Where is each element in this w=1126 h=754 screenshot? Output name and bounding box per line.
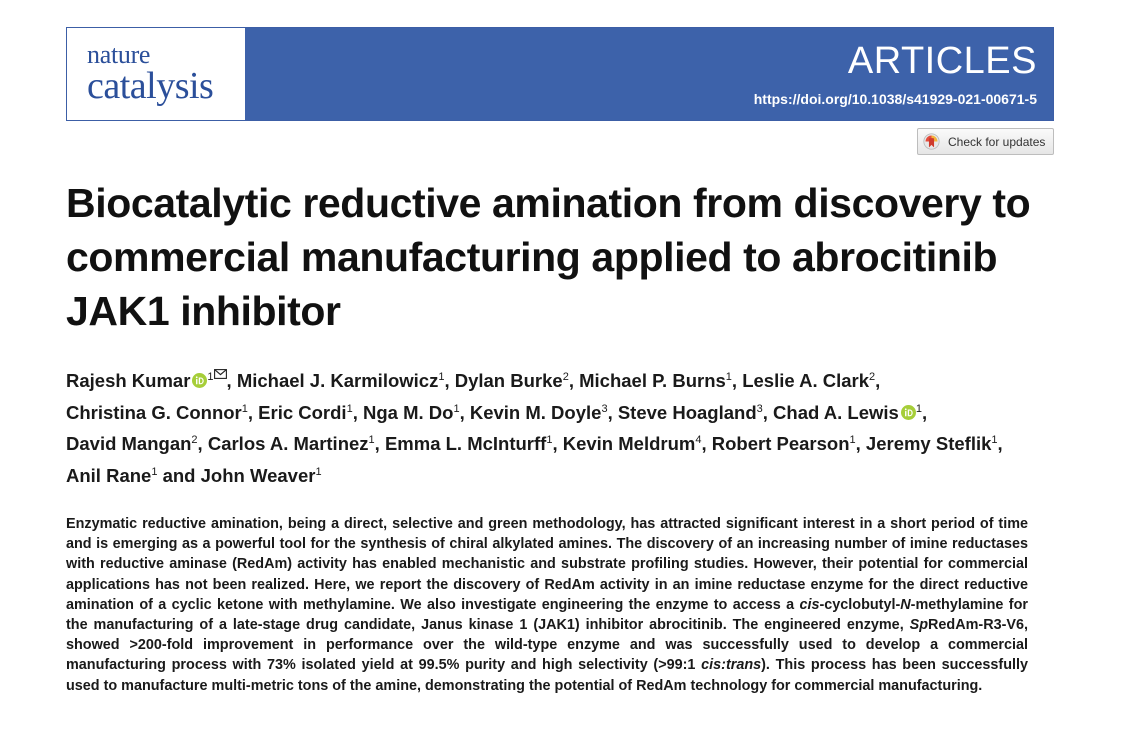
author[interactable] [773,402,922,423]
affiliation-marker: 1 [438,371,445,383]
author-name: Anil Rane [66,464,152,486]
mail-icon[interactable] [214,369,227,379]
author-name: Leslie A. Clark [742,370,870,391]
author-name: John Weaver [200,464,316,486]
abstract-segment: Sp [909,617,929,634]
affiliation-marker: 1 [368,434,375,446]
abstract-segment: cis:trans [701,657,762,674]
journal-banner [245,28,1053,120]
check-for-updates-button[interactable] [917,128,1054,155]
author[interactable] [208,433,375,454]
author-name: Steve Hoagland [617,401,757,423]
author[interactable] [470,402,608,423]
author[interactable] [363,402,460,423]
affiliation-marker: 1 [346,402,353,415]
affiliation-marker: 1 [241,402,248,415]
affiliation-marker: 1 [849,434,856,446]
journal-logo[interactable] [67,28,245,120]
author-list: Rajesh Kumar $^1$ , Michael J. Karmilowicz$^1$, Dylan Burke$^2$, Michael P. Burns$^1$, Leslie A. Clark$^2$, Christina G. Connor$^1$, Eric Cordi$^1$, Nga M. Do$^1$, Kevin M. Doyle$^3$, Steve Hoagland$^3$, Chad A. Lewis $^1$, David Mangan$^2$, Carlos A. Martinez$^1$, Emma L. McInturff$^1$, Kevin Meldrum$^4$, Robert Pearson$^1$, Jeremy Steflik$^1$, Anil Rane$^1$ and John Weaver$^1$ [66,370,1003,486]
author-name: Robert Pearson [711,433,850,454]
affiliation-marker: 1 [725,371,732,383]
journal-header [66,27,1054,121]
author[interactable] [66,433,198,454]
author[interactable] [455,370,569,391]
author-name: Jeremy Steflik [865,433,992,454]
author[interactable] [563,433,702,454]
author-name: Dylan Burke [454,370,563,391]
orcid-icon[interactable] [192,373,207,388]
affiliation-marker: 3 [601,402,608,415]
affiliation-marker: 1 [546,434,553,446]
author[interactable] [66,402,248,423]
affiliation-marker: 1 [915,402,922,415]
abstract [66,514,1028,696]
author[interactable] [66,370,227,391]
author-name: Rajesh Kumar [66,370,191,391]
author-name: Carlos A. Martinez [207,433,369,454]
author-name: Kevin M. Doyle [469,401,602,423]
author-name: Michael J. Karmilowicz [236,370,439,391]
abstract-segment: -methylamine for the manufacturing of a late-stage drug candidate, Janus kinase 1 (JAK1) inhibitor abrocitinib. The engineered enzyme, [66,596,1028,634]
article-title: Biocatalytic reductive amination from discovery to commercial manufacturing applied to abrocitinib JAK1 inhibitor [66,180,1031,334]
author-name: Kevin Meldrum [562,433,696,454]
abstract-segment: ). This process has been successfully used to manufacture multi-metric tons of the amine, demonstrating the potential of RedAm technology for commercial manufacturing. [66,657,1028,694]
author[interactable] [579,370,732,391]
doi-link[interactable]: https://doi.org/10.1038/s41929-021-00671-5 [753,91,1037,107]
author[interactable] [237,370,445,391]
author-name: Michael P. Burns [579,370,726,391]
section-label: ARTICLES [847,40,1037,82]
abstract-segment: -cyclobutyl- [819,596,901,613]
author[interactable] [742,370,875,391]
abstract-segment: Enzymatic reductive amination, being a direct, selective and green methodology, has attracted significant interest in a short period of time and is emerging as a powerful tool for the synthesis of chiral alkylated amines. The discovery of an increasing number of imine reductases with reductive aminase (RedAm) activity has enabled mechanistic and substrate profiling studies. However, their potential for commercial applications has not been realized. Here, we report the discovery of RedAm activity in an imine reductase enzyme for the direct reductive amination of a cyclic ketone with methylamine. We also investigate engineering the enzyme to access a [66,516,1028,613]
crossmark-icon [923,133,940,150]
affiliation-marker: 1 [151,465,158,478]
author[interactable] [385,433,553,454]
author-name: Nga M. Do [362,401,454,423]
check-for-updates-label: Check for updates [948,134,1046,149]
author-name: Chad A. Lewis [773,401,899,423]
affiliation-marker: 2 [869,371,876,383]
abstract-segment: RedAm-R3-V6, showed >200-fold improvement in performance over the wild-type enzyme and was successfully used to develop a commercial manufacturing process with 73% isolated yield at 99.5% purity and high selectivity (>99:1 [66,617,1028,674]
affiliation-marker: 1 [207,371,214,383]
orcid-icon[interactable] [901,405,916,420]
author[interactable] [258,402,353,423]
affiliation-marker: 1 [991,434,998,446]
author[interactable] [201,465,322,486]
author-name: Emma L. McInturff [384,433,547,454]
affiliation-marker: 2 [191,434,198,446]
abstract-segment: cis [799,596,820,613]
author-name: Christina G. Connor [66,401,242,423]
author[interactable] [66,465,157,486]
author[interactable] [618,402,763,423]
affiliation-marker: 1 [315,465,322,478]
affiliation-marker: 1 [453,402,460,415]
abstract-segment: N [900,596,911,613]
author-name: Eric Cordi [258,401,347,423]
affiliation-marker: 3 [756,402,763,415]
author-name: David Mangan [66,433,192,454]
logo-line-catalysis: catalysis [87,65,214,107]
affiliation-marker: 2 [562,371,569,383]
logo-line-nature: nature [87,40,151,69]
author[interactable] [712,433,856,454]
affiliation-marker: 4 [695,434,702,446]
author[interactable] [866,433,998,454]
